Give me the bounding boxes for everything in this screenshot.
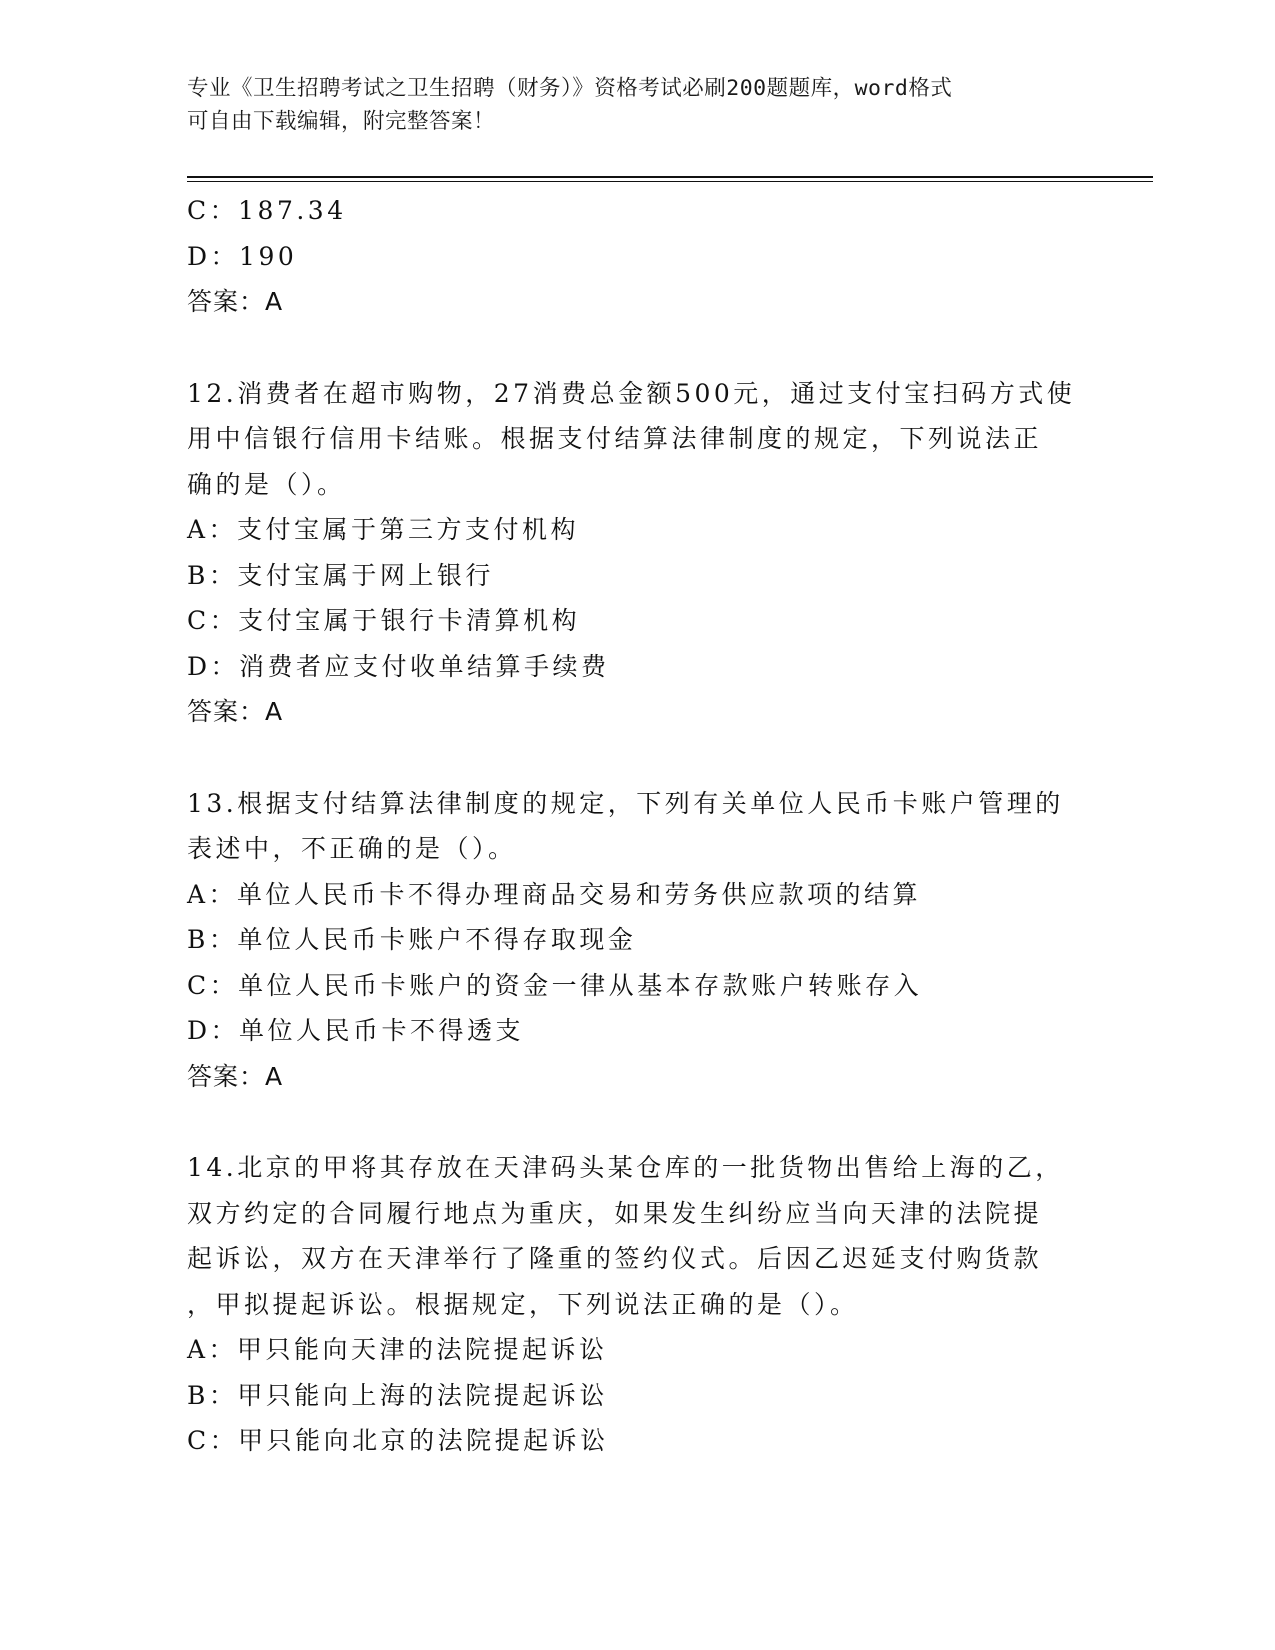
question-14 — [187, 1145, 1087, 1464]
option-a: A：单位人民币卡不得办理商品交易和劳务供应款项的结算 — [187, 879, 922, 909]
question-text-line: 12.消费者在超市购物，27消费总金额500元，通过支付宝扫码方式使 — [187, 378, 1076, 408]
header-divider-thick — [187, 176, 1153, 178]
question-12 — [187, 371, 1087, 735]
spacer — [187, 735, 1087, 781]
option-b: B：甲只能向上海的法院提起诉讼 — [187, 1380, 608, 1410]
spacer — [187, 1099, 1087, 1145]
question-text-line: ，甲拟提起诉讼。根据规定，下列说法正确的是（）。 — [187, 1289, 859, 1319]
option-d: D：190 — [187, 241, 298, 271]
option-a: A：甲只能向天津的法院提起诉讼 — [187, 1335, 608, 1364]
option-a: A：支付宝属于第三方支付机构 — [187, 515, 580, 544]
header-divider-thin — [187, 181, 1153, 182]
option-d: D：单位人民币卡不得透支 — [187, 1016, 525, 1045]
question-text-line: 13.根据支付结算法律制度的规定，下列有关单位人民币卡账户管理的 — [187, 788, 1064, 818]
option-c: C：甲只能向北京的法院提起诉讼 — [187, 1426, 609, 1455]
header-line-2: 可自由下载编辑，附完整答案！ — [187, 109, 496, 134]
answer-line: 答案：A — [187, 287, 284, 316]
option-c: C：支付宝属于银行卡清算机构 — [187, 606, 581, 635]
question-text-line: 表述中，不正确的是（）。 — [187, 834, 517, 863]
document-body — [187, 188, 1087, 1464]
question-text-line: 用中信银行信用卡结账。根据支付结算法律制度的规定，下列说法正 — [187, 424, 1043, 453]
document-header — [187, 72, 1087, 138]
header-line-1: 专业《卫生招聘考试之卫生招聘（财务）》资格考试必刷200题题库，word格式 — [187, 76, 953, 101]
option-b: B：支付宝属于网上银行 — [187, 560, 494, 590]
option-c: C：187.34 — [187, 196, 347, 225]
question-text-line: 确的是（）。 — [187, 469, 346, 499]
previous-question-tail — [187, 188, 1087, 325]
option-b: B：单位人民币卡账户不得存取现金 — [187, 925, 637, 954]
option-d: D：消费者应支付收单结算手续费 — [187, 651, 610, 681]
question-text-line: 起诉讼，双方在天津举行了隆重的签约仪式。后因乙迟延支付购货款 — [187, 1244, 1043, 1273]
answer-line: 答案：A — [187, 1061, 284, 1091]
question-text-line: 双方约定的合同履行地点为重庆，如果发生纠纷应当向天津的法院提 — [187, 1198, 1043, 1228]
option-c: C：单位人民币卡账户的资金一律从基本存款账户转账存入 — [187, 970, 923, 1000]
question-13 — [187, 781, 1087, 1100]
answer-line: 答案：A — [187, 697, 284, 726]
question-text-line: 14.北京的甲将其存放在天津码头某仓库的一批货物出售给上海的乙， — [187, 1153, 1064, 1182]
spacer — [187, 325, 1087, 371]
